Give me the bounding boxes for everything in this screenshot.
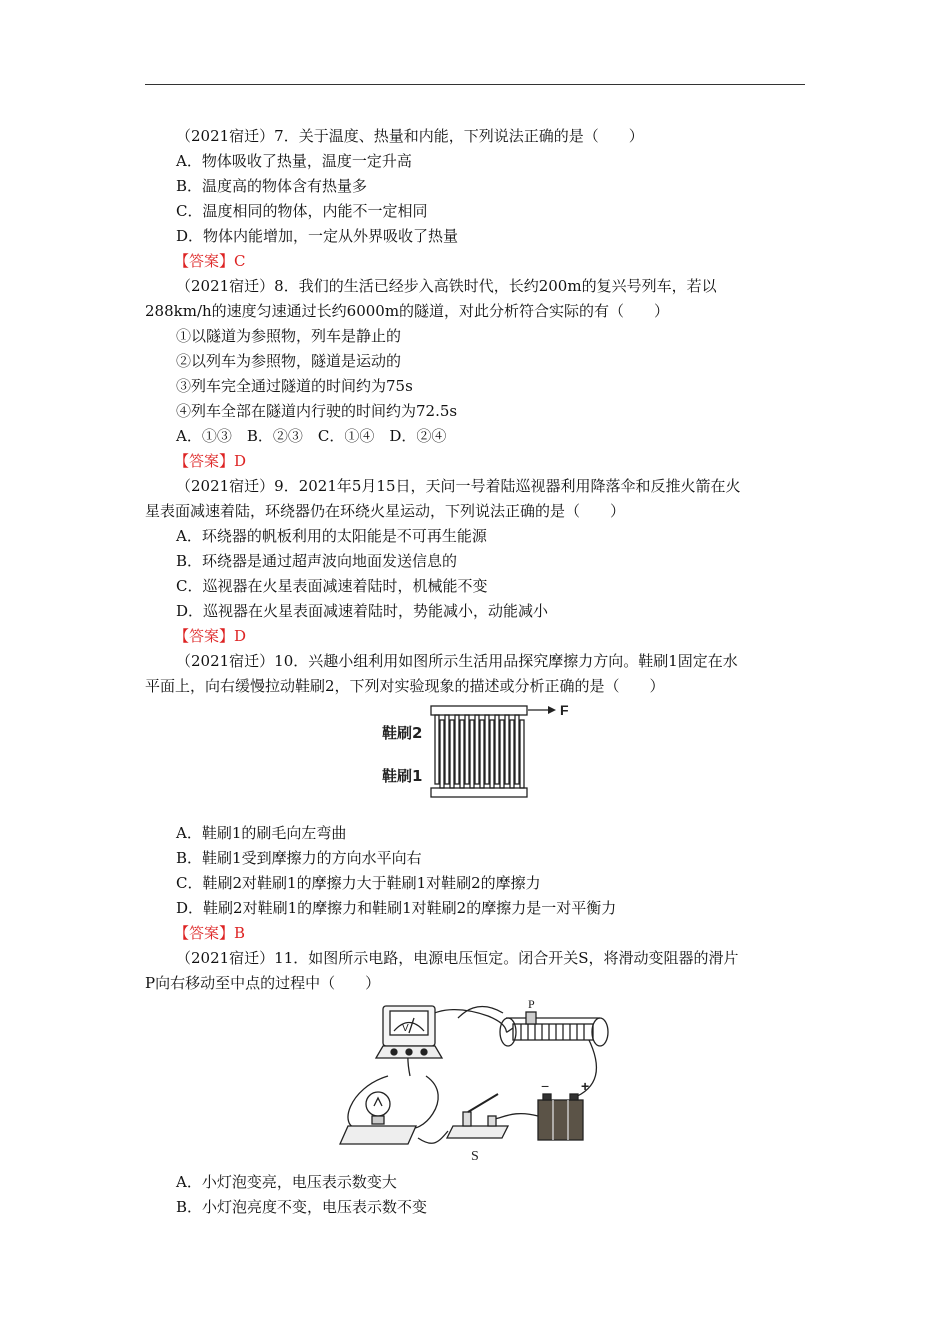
circuit-figure <box>338 998 628 1164</box>
q9-answer: 【答案】D <box>174 627 247 645</box>
q10-option-c: C．鞋刷2对鞋刷1的摩擦力大于鞋刷1对鞋刷2的摩擦力 <box>176 874 541 892</box>
q11-stem-line2: P向右移动至中点的过程中（ ） <box>145 974 381 992</box>
header-rule <box>145 84 805 85</box>
brush2-label: 鞋刷2 <box>382 724 423 742</box>
negative-label: − <box>541 1078 550 1094</box>
q8-stem-line1: （2021宿迁）8．我们的生活已经步入高铁时代，长约200m的复兴号列车，若以 <box>176 277 717 295</box>
q10-stem-line2: 平面上，向右缓慢拉动鞋刷2，下列对实验现象的描述或分析正确的是（ ） <box>145 677 665 695</box>
q10-answer: 【答案】B <box>174 924 246 942</box>
slider-label: P <box>528 998 535 1011</box>
battery-terminal <box>543 1094 551 1100</box>
q11-option-a: A．小灯泡变亮，电压表示数变大 <box>176 1173 397 1191</box>
bulb-base <box>340 1126 416 1144</box>
rheostat-end <box>592 1018 608 1046</box>
q8-stem-line2: 288km/h的速度匀速通过长约6000m的隧道，对此分析符合实际的有（ ） <box>145 302 670 320</box>
q10-option-a: A．鞋刷1的刷毛向左弯曲 <box>176 824 347 842</box>
voltmeter-terminal <box>406 1049 412 1055</box>
voltmeter-terminal <box>421 1049 427 1055</box>
q10-stem-line1: （2021宿迁）10．兴趣小组利用如图所示生活用品探究摩擦力方向。鞋刷1固定在水 <box>176 652 738 670</box>
q9-option-a: A．环绕器的帆板利用的太阳能是不可再生能源 <box>176 527 487 545</box>
q8-statement-3: ③列车完全通过隧道的时间约为75s <box>176 377 413 395</box>
q8-answer: 【答案】D <box>174 452 247 470</box>
brush1-label: 鞋刷1 <box>382 767 423 785</box>
brush1-bristles <box>440 720 524 788</box>
q7-option-d: D．物体内能增加，一定从外界吸收了热量 <box>176 227 459 245</box>
q8-statement-1: ①以隧道为参照物，列车是静止的 <box>176 327 402 345</box>
q9-stem-line2: 星表面减速着陆，环绕器仍在环绕火星运动，下列说法正确的是（ ） <box>145 502 626 520</box>
q8-options: A．①③ B．②③ C．①④ D．②④ <box>176 427 447 445</box>
voltmeter-label: V <box>402 1023 409 1034</box>
battery-body <box>538 1100 583 1140</box>
q7-option-c: C．温度相同的物体，内能不一定相同 <box>176 202 428 220</box>
rheostat-coil <box>513 1024 593 1040</box>
shoe-brush-figure <box>378 700 578 804</box>
switch-post <box>463 1112 471 1126</box>
q8-statement-2: ②以列车为参照物，隧道是运动的 <box>176 352 402 370</box>
wire <box>408 1076 438 1128</box>
battery-terminal <box>570 1094 578 1100</box>
q7-answer: 【答案】C <box>174 252 246 270</box>
force-arrow-head <box>548 706 556 714</box>
brush2-bristles <box>435 715 519 784</box>
q8-statement-4: ④列车全部在隧道内行驶的时间约为72.5s <box>176 402 458 420</box>
switch-contact <box>488 1116 496 1126</box>
q9-stem-line1: （2021宿迁）9．2021年5月15日，天问一号着陆巡视器利用降落伞和反推火箭在火 <box>176 477 741 495</box>
switch-base <box>447 1126 508 1138</box>
q11-option-b: B．小灯泡亮度不变，电压表示数不变 <box>176 1198 428 1216</box>
switch-blade <box>468 1094 498 1112</box>
wire <box>458 1007 503 1018</box>
rheostat-slider <box>526 1012 536 1024</box>
brush1-base <box>431 788 527 797</box>
shoe-brush-diagram <box>378 700 578 804</box>
q9-option-c: C．巡视器在火星表面减速着陆时，机械能不变 <box>176 577 488 595</box>
q9-option-d: D．巡视器在火星表面减速着陆时，势能减小，动能减小 <box>176 602 549 620</box>
q9-option-b: B．环绕器是通过超声波向地面发送信息的 <box>176 552 458 570</box>
q10-option-b: B．鞋刷1受到摩擦力的方向水平向右 <box>176 849 422 867</box>
wire <box>418 1131 448 1143</box>
q11-stem-line1: （2021宿迁）11．如图所示电路，电源电压恒定。闭合开关S，将滑动变阻器的滑片 <box>176 949 739 967</box>
bulb-socket <box>372 1116 384 1124</box>
q7-option-a: A．物体吸收了热量，温度一定升高 <box>176 152 412 170</box>
voltmeter-terminal <box>391 1049 397 1055</box>
force-label: F <box>560 702 569 718</box>
q7-stem: （2021宿迁）7．关于温度、热量和内能，下列说法正确的是（ ） <box>176 127 644 145</box>
brush2-base <box>431 706 527 715</box>
circuit-diagram <box>338 998 628 1164</box>
positive-label: + <box>581 1078 590 1094</box>
q10-option-d: D．鞋刷2对鞋刷1的摩擦力和鞋刷1对鞋刷2的摩擦力是一对平衡力 <box>176 899 617 917</box>
bulb-glass <box>366 1092 390 1116</box>
q7-option-b: B．温度高的物体含有热量多 <box>176 177 368 195</box>
switch-label: S <box>471 1149 479 1164</box>
